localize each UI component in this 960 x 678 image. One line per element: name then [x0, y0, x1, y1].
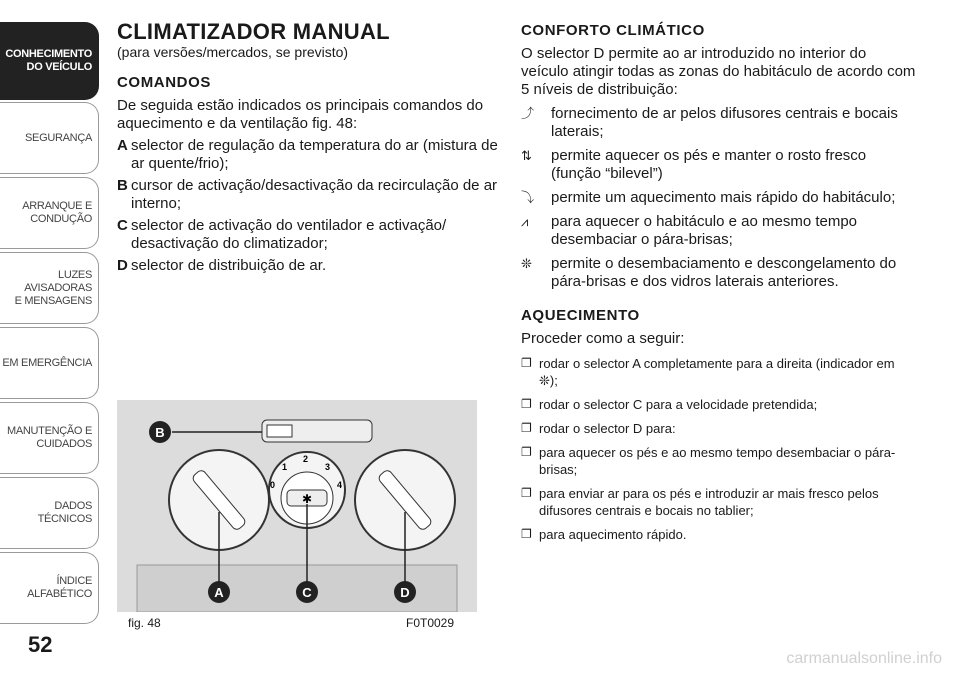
distribution-level: ⇅ permite aquecer os pés e manter o rosto fresco (função “bilevel”): [521, 147, 867, 182]
comfort-heading: CONFORTO CLIMÁTICO: [521, 22, 705, 39]
tab-manutencao[interactable]: MANUTENÇÃO E CUIDADOS: [0, 402, 99, 474]
page-subtitle: (para versões/mercados, se previsto): [117, 44, 349, 60]
command-item: D selector de distribuição de ar.: [117, 257, 327, 274]
heating-heading: AQUECIMENTO: [521, 307, 640, 324]
climate-panel-drawing: [117, 400, 477, 612]
vent-feet-icon: ⤵: [521, 190, 535, 205]
callout-d-label: D: [400, 585, 410, 600]
command-item: C selector de activação do ventilador e activação/ desactivação do climatizador;: [117, 217, 447, 252]
checkbox-icon: ❐: [521, 397, 532, 411]
tab-conhecimento[interactable]: CONHECIMENTO DO VEÍCULO: [0, 22, 99, 100]
distribution-level: ❊ permite o desembaciamento e descongelamento do pára-brisas e dos vidros laterais anteriores.: [521, 255, 897, 290]
svg-text:✱: ✱: [301, 492, 313, 506]
callout-a-label: A: [214, 585, 224, 600]
comfort-intro: O selector D permite ao ar introduzido no interior do veículo atingir todas as zonas do habitáculo de acordo com 5 níveis de distribuição:: [521, 45, 916, 98]
tab-seguranca[interactable]: SEGURANÇA: [0, 102, 99, 174]
tab-emergencia[interactable]: EM EMERGÊNCIA: [0, 327, 99, 399]
climate-panel-figure: [117, 400, 477, 612]
heating-step: ❐ para enviar ar para os pés e introduzir ar mais fresco pelos difusores centrais e bocais no tablier;: [521, 486, 879, 518]
heating-step: ❐ para aquecimento rápido.: [521, 527, 687, 542]
fan-speed-label: 0: [270, 480, 276, 490]
page-title: CLIMATIZADOR MANUAL: [117, 19, 390, 44]
checkbox-icon: ❐: [521, 421, 532, 435]
distribution-level: ⩘ para aquecer o habitáculo e ao mesmo tempo desembaciar o pára-brisas;: [521, 213, 858, 248]
figure-caption: fig. 48: [128, 616, 161, 630]
commands-intro: De seguida estão indicados os principais comandos do aquecimento e da ventilação fig. 48:: [117, 97, 484, 132]
heating-intro: Proceder como a seguir:: [521, 330, 685, 347]
checkbox-icon: ❐: [521, 527, 532, 541]
distribution-level: ⤴ fornecimento de ar pelos difusores centrais e bocais laterais;: [521, 105, 898, 140]
tab-arranque[interactable]: ARRANQUE E CONDUÇÃO: [0, 177, 99, 249]
fan-speed-label: 2: [303, 454, 309, 464]
commands-heading: COMANDOS: [117, 74, 211, 91]
command-item: B cursor de activação/desactivação da recirculação de ar interno;: [117, 177, 498, 212]
tab-dados[interactable]: DADOS TÉCNICOS: [0, 477, 99, 549]
vent-feet-windscreen-icon: ⩘: [521, 214, 529, 229]
fan-speed-label: 3: [325, 462, 331, 472]
right-column: [521, 22, 916, 543]
fan-speed-label: 1: [282, 462, 288, 472]
fan-speed-label: 4: [337, 480, 343, 490]
defrost-icon: ❊: [521, 256, 532, 271]
heating-step: ❐ para aquecer os pés e ao mesmo tempo desembaciar o pára-brisas;: [521, 445, 896, 477]
left-column: [117, 20, 502, 275]
heating-step: ❐ rodar o selector A completamente para a direita (indicador em ❊);: [521, 356, 895, 388]
checkbox-icon: ❐: [521, 486, 532, 500]
page-number: 52: [28, 632, 53, 657]
heating-step: ❐ rodar o selector D para:: [521, 421, 676, 436]
callout-c-label: C: [302, 585, 312, 600]
watermark: carmanualsonline.info: [786, 650, 942, 667]
tab-luzes[interactable]: LUZES AVISADORAS E MENSAGENS: [0, 252, 99, 324]
vent-bilevel-icon: ⇅: [521, 148, 532, 163]
checkbox-icon: ❐: [521, 445, 532, 459]
vent-face-icon: ⤴: [521, 106, 535, 121]
checkbox-icon: ❐: [521, 356, 532, 370]
command-item: A selector de regulação da temperatura do ar (mistura de ar quente/frio);: [117, 137, 498, 172]
callout-b-label: B: [155, 425, 165, 440]
tab-indice[interactable]: ÍNDICE ALFABÉTICO: [0, 552, 99, 624]
heating-step: ❐ rodar o selector C para a velocidade pretendida;: [521, 397, 818, 412]
figure-code: F0T0029: [406, 616, 455, 630]
distribution-level: ⤵ permite um aquecimento mais rápido do habitáculo;: [521, 189, 896, 206]
